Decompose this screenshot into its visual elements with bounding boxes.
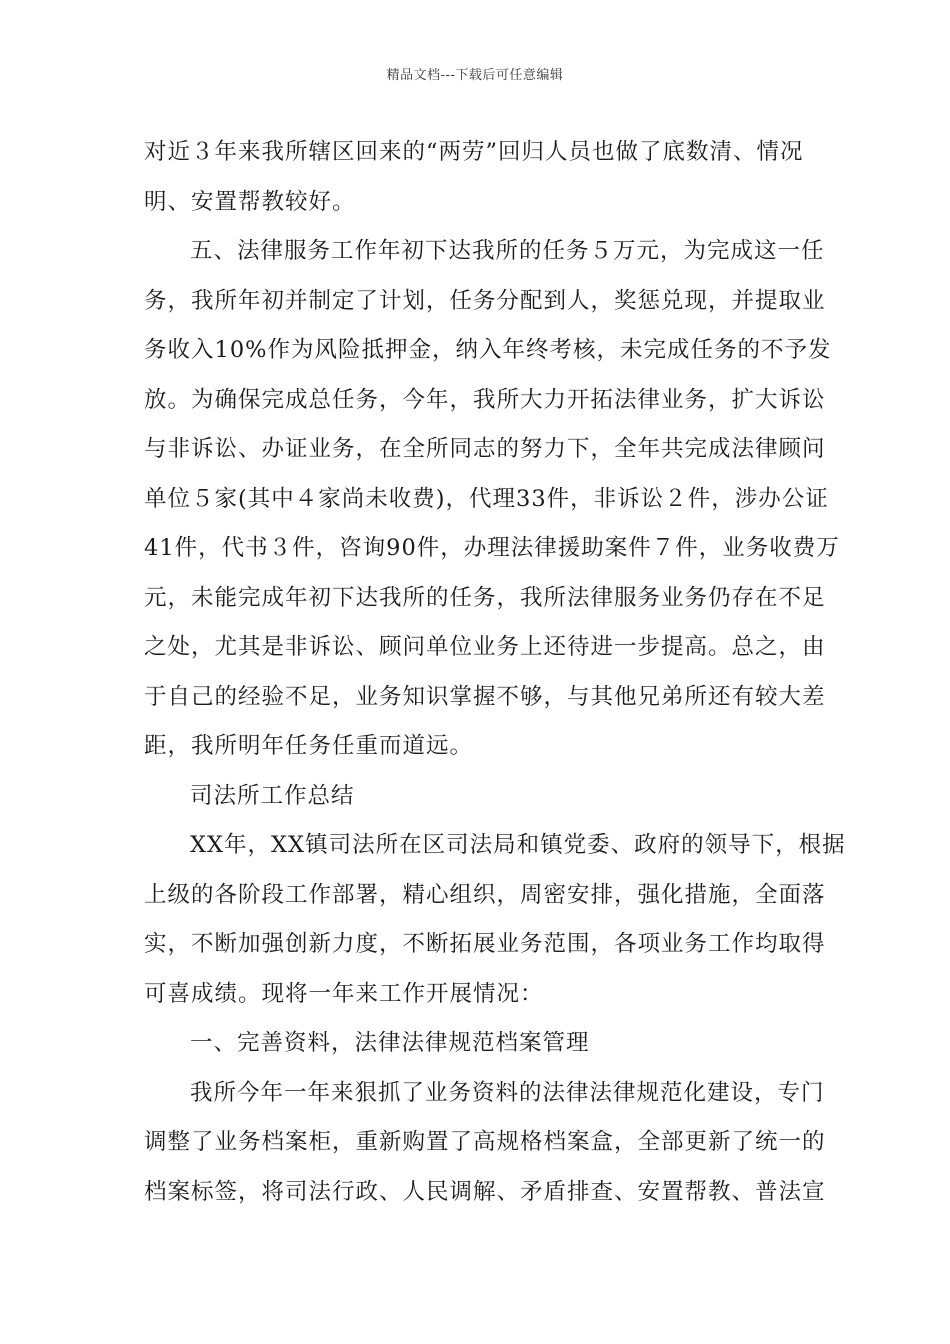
paragraph-start: 我所今年一年来狠抓了业务资料的法律法律规范化建设，专门: [190, 1079, 825, 1106]
section-heading: 一、完善资料，法律法律规范档案管理: [190, 1030, 590, 1056]
paragraph-start: XX年，XX镇司法所在区司法局和镇党委、政府的领导下，根据: [190, 832, 846, 858]
text-line: 放。为确保完成总任务，今年，我所大力开拓法律业务，扩大诉讼: [144, 386, 826, 413]
text-line: 上级的各阶段工作部署，精心组织，周密安排，强化措施，全面落: [144, 881, 826, 908]
text-line: 可喜成绩。现将一年来工作开展情况：: [144, 980, 544, 1007]
text-line: 之处，尤其是非诉讼、顾问单位业务上还待进一步提高。总之，由: [144, 634, 826, 660]
text-line: 41件，代书３件，咨询90件，办理法律援助案件７件，业务收费万: [144, 535, 840, 561]
text-line: 务，我所年初并制定了计划，任务分配到人，奖惩兑现，并提取业: [144, 287, 826, 314]
text-line: 与非诉讼、办证业务，在全所同志的努力下，全年共完成法律顾问: [144, 436, 826, 462]
text-line: 务收入10%作为风险抵押金，纳入年终考核，未完成任务的不予发: [144, 337, 832, 363]
paragraph-start: 五、法律服务工作年初下达我所的任务５万元，为完成这一任: [190, 238, 825, 264]
text-line: 单位５家(其中４家尚未收费)，代理33件，非诉讼２件，涉办公证: [144, 485, 829, 512]
text-line: 调整了业务档案柜，重新购置了高规格档案盒，全部更新了统一的: [144, 1129, 826, 1155]
section-title: 司法所工作总结: [190, 782, 355, 809]
text-line: 元，未能完成年初下达我所的任务，我所法律服务业务仍存在不足: [144, 584, 826, 611]
text-line: 档案标签，将司法行政、人民调解、矛盾排查、安置帮教、普法宣: [144, 1178, 826, 1205]
text-line: 于自己的经验不足，业务知识掌握不够，与其他兄弟所还有较大差: [144, 683, 826, 710]
text-line: 明、安置帮教较好。: [144, 188, 356, 215]
text-line: 对近３年来我所辖区回来的“两劳”回归人员也做了底数清、情况: [144, 139, 804, 165]
text-line: 实，不断加强创新力度，不断拓展业务范围，各项业务工作均取得: [144, 931, 826, 957]
document-body: [144, 128, 846, 1217]
page-header: 精品文档---下载后可任意编辑: [386, 68, 564, 83]
text-line: 距，我所明年任务任重而道远。: [144, 733, 474, 759]
